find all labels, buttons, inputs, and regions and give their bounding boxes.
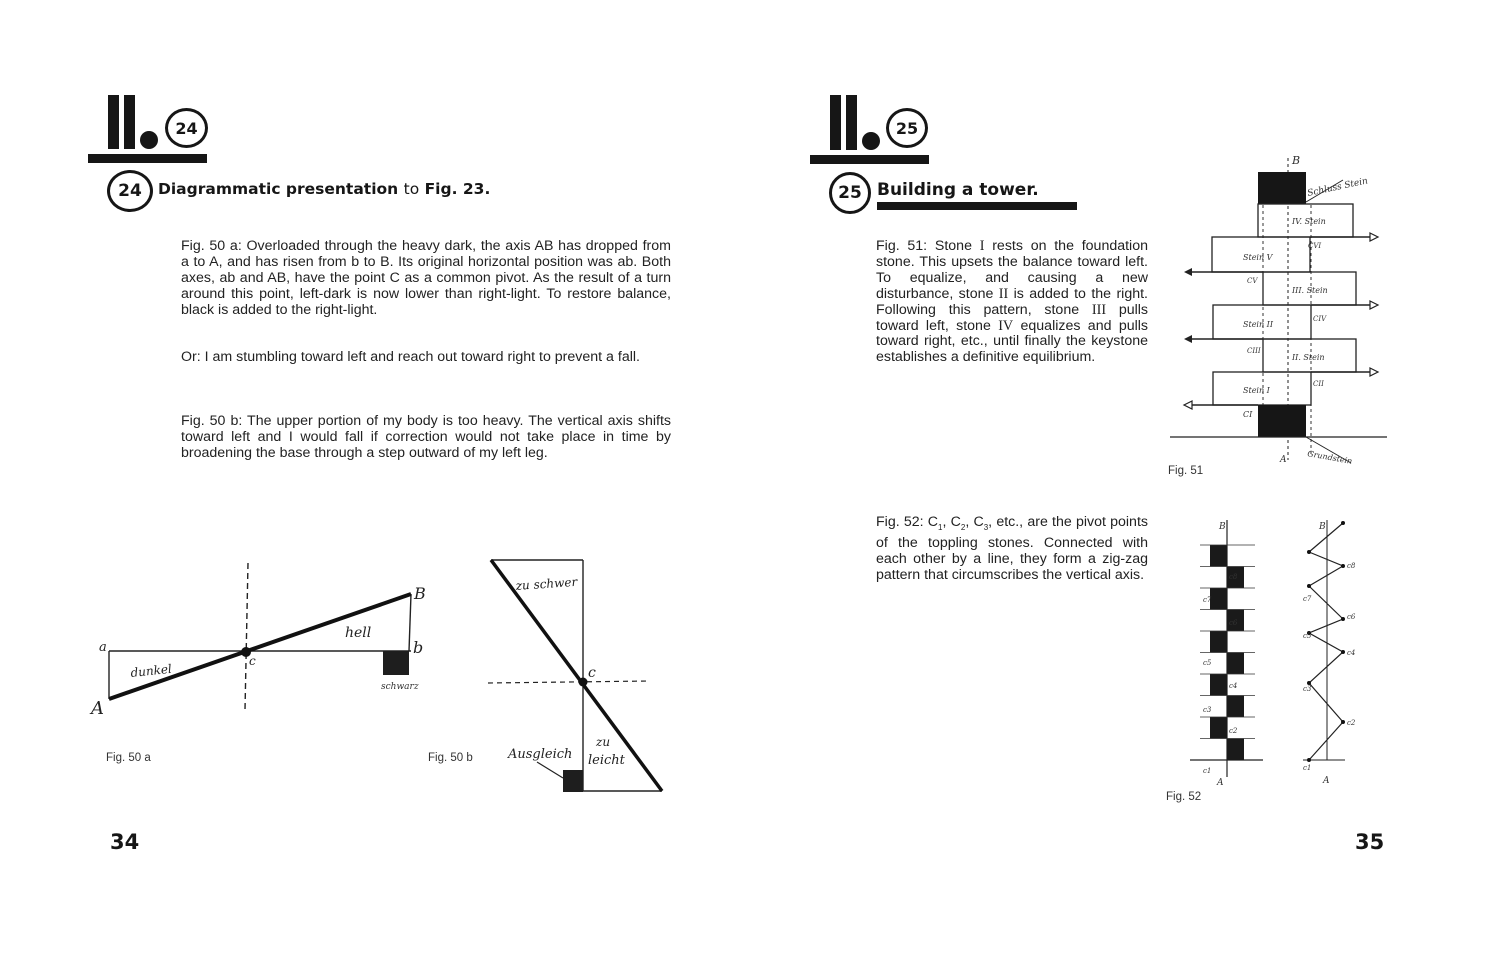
figure-50b <box>480 550 680 800</box>
horizontal-dashed-axis <box>488 681 650 683</box>
page-number-right: 35 <box>1355 830 1385 854</box>
pivot-label: c2 <box>1347 719 1356 727</box>
figure-52 <box>1185 515 1365 790</box>
arrow-left-icon <box>1184 335 1263 343</box>
paragraph-fig50a: Fig. 50 a: Overloaded through the heavy dark, the axis AB has dropped from a to A, and has risen from b to B. Its original horizontal position was ab. Both axes, ab and AB, have the point C as a common pivot. As the result of a turn around this point, left-dark is now lower than right-light. To restore balance, black is added to the right-light. <box>181 238 671 318</box>
label-A: A <box>1280 455 1287 465</box>
checker-stone <box>1227 653 1244 675</box>
pivot-label: c4 <box>1347 649 1356 657</box>
caption-fig51: Fig. 51 <box>1168 465 1204 477</box>
paragraph-fig50b: Fig. 50 b: The upper portion of my body is too heavy. The vertical axis shifts toward left and I would fall if correction would not take place in time by broadening the base through a step outward of my left leg. <box>181 413 671 461</box>
pivot-point <box>1341 720 1345 724</box>
section-heading <box>158 180 490 198</box>
pivot-point <box>1341 650 1345 654</box>
section-heading: Building a tower. <box>877 180 1039 200</box>
logo-bar-1 <box>108 95 119 149</box>
label-A-left: A <box>1217 778 1224 788</box>
heading-bold-tail: Fig. 23. <box>424 180 491 198</box>
label-leicht: leicht <box>588 753 625 768</box>
black-weight <box>383 651 409 675</box>
label-b: b <box>413 638 424 657</box>
label-pivot: CV <box>1247 277 1258 285</box>
label-stone-3: III. Stein <box>1292 286 1328 295</box>
roman-numeral: I <box>979 238 985 254</box>
arrow-left-icon <box>1184 268 1263 276</box>
label-stone-2a: Stein II <box>1243 320 1274 329</box>
text-run: pulls toward left, stone <box>876 301 1149 334</box>
label-pivot: CI <box>1243 410 1253 419</box>
text-run: , C <box>965 514 984 530</box>
label-B-right: B <box>1319 522 1326 532</box>
figure-51 <box>1165 150 1395 470</box>
pivot-point <box>1341 564 1345 568</box>
label-pivot: CVI <box>1308 242 1322 250</box>
checker-stone <box>1227 696 1244 718</box>
arrow-right-icon <box>1311 301 1378 309</box>
checker-stone <box>1210 631 1227 653</box>
keystone <box>1258 172 1306 204</box>
pivot-label: c7 <box>1203 596 1212 604</box>
checker-stone <box>1227 739 1244 761</box>
label-stone-4: IV. Stein <box>1292 217 1326 226</box>
pivot-label: c8 <box>1229 573 1238 581</box>
compensation-weight <box>563 770 583 792</box>
label-B: B <box>1292 154 1301 167</box>
right-pivot-labels <box>1303 562 1356 772</box>
label-stone-2b: II. Stein <box>1292 353 1325 362</box>
pivot-label: c6 <box>1229 619 1238 627</box>
logo-dot <box>862 132 880 150</box>
text-run: Fig. 52: C <box>876 514 939 530</box>
foundation-stone <box>1258 405 1306 437</box>
checker-stone <box>1210 717 1227 739</box>
label-stone-5: Stein V <box>1243 253 1273 262</box>
pivot-label: c5 <box>1203 659 1212 667</box>
heading-underline-bar <box>877 202 1077 210</box>
label-stone-1: Stein I <box>1243 386 1270 395</box>
roman-numeral: III <box>1091 301 1107 318</box>
roman-numeral: II <box>998 285 1009 302</box>
heading-light: to <box>403 180 420 198</box>
text-run: , C <box>942 514 961 530</box>
label-pivot: CIII <box>1247 347 1261 355</box>
text-run: equalizes and pulls toward right, etc., until finally the keystone establishes a definitive equilibrium. <box>876 317 1148 366</box>
pivot-c <box>579 678 588 687</box>
arrow-right-icon <box>1311 233 1378 241</box>
label-keystone: Schluss Stein <box>1306 176 1369 199</box>
heading-number-badge: 25 <box>829 172 871 214</box>
pivot-point <box>1307 550 1311 554</box>
label-schwarz: schwarz <box>381 682 419 692</box>
caption-fig50b: Fig. 50 b <box>428 752 473 764</box>
pivot-label: c5 <box>1303 632 1312 640</box>
zigzag-line <box>1309 523 1343 760</box>
pivot-label: c2 <box>1229 727 1238 735</box>
label-hell: hell <box>345 625 372 641</box>
pivot-label: c6 <box>1347 613 1356 621</box>
label-B-left: B <box>1219 522 1226 532</box>
pivot-label: c4 <box>1229 682 1238 690</box>
pivot-label: c3 <box>1203 706 1212 714</box>
logo-bar-1 <box>830 95 841 150</box>
label-A: A <box>91 698 104 719</box>
paragraph-fig51 <box>876 239 1148 366</box>
subscript: 2 <box>960 522 966 532</box>
paragraph-fig52 <box>876 515 1148 583</box>
tilted-axis-AB <box>109 594 411 699</box>
label-c: c <box>588 665 596 681</box>
caption-fig52: Fig. 52 <box>1166 791 1202 803</box>
pivot-label: c7 <box>1303 595 1312 603</box>
checker-stone <box>1210 674 1227 696</box>
figure-50a <box>85 555 445 725</box>
logo-base-bar <box>88 154 207 163</box>
label-zu-schwer: zu schwer <box>515 574 578 593</box>
text-run: Fig. 51: Stone <box>876 238 980 254</box>
compensation-pointer <box>537 762 563 778</box>
vertical-dashed-axis <box>245 563 248 710</box>
checker-stone <box>1210 588 1227 610</box>
checker-stone <box>1210 545 1227 567</box>
arrow-left-icon <box>1184 401 1258 409</box>
heading-number-badge: 24 <box>107 170 153 212</box>
pivot-point <box>1341 521 1345 525</box>
label-zu: zu <box>596 735 611 749</box>
label-pivot: CII <box>1313 380 1324 388</box>
heading-bold: Diagrammatic presentation <box>158 180 399 198</box>
pivot-label: c1 <box>1203 767 1212 775</box>
subscript: 3 <box>983 522 989 532</box>
right-rise-line <box>409 594 411 651</box>
label-pivot: CIV <box>1313 315 1327 323</box>
label-dunkel: dunkel <box>129 661 173 680</box>
section-number-badge: 24 <box>165 108 208 148</box>
label-ausgleich: Ausgleich <box>508 747 573 762</box>
logo-bar-2 <box>846 95 857 150</box>
text-run: , etc., are the pivot points of the toppling stones. Connected with each other by a line, they form a zig-zag pattern that circumscribes the vertical axis. <box>876 514 1148 583</box>
logo-base-bar <box>810 155 929 164</box>
pivot-point <box>1307 758 1311 762</box>
arrow-right-icon <box>1311 368 1378 376</box>
logo-bar-2 <box>124 95 135 149</box>
label-B: B <box>414 584 426 603</box>
pivot-point <box>1307 584 1311 588</box>
pivot-label: c3 <box>1303 685 1312 693</box>
page-number-left: 34 <box>110 830 140 854</box>
label-foundation: Grundstein <box>1306 449 1353 466</box>
label-c: c <box>249 654 256 668</box>
label-A-right: A <box>1323 776 1330 786</box>
logo-dot <box>140 131 158 149</box>
roman-numeral: IV <box>998 317 1014 334</box>
text-run: is added to the right. Following this pattern, stone <box>876 285 1148 318</box>
paragraph-stumbling: Or: I am stumbling toward left and reach out toward right to prevent a fall. <box>181 349 640 365</box>
pivot-point <box>1341 617 1345 621</box>
pivot-label: c8 <box>1347 562 1356 570</box>
subscript: 1 <box>938 522 943 532</box>
pivot-label: c1 <box>1303 764 1312 772</box>
caption-fig50a: Fig. 50 a <box>106 752 151 764</box>
text-run: rests on the foundation stone. This upsets the balance toward left. To equalize, and causing a new disturbance, stone <box>876 238 1148 302</box>
label-a: a <box>99 640 107 655</box>
section-number-badge: 25 <box>886 108 928 148</box>
